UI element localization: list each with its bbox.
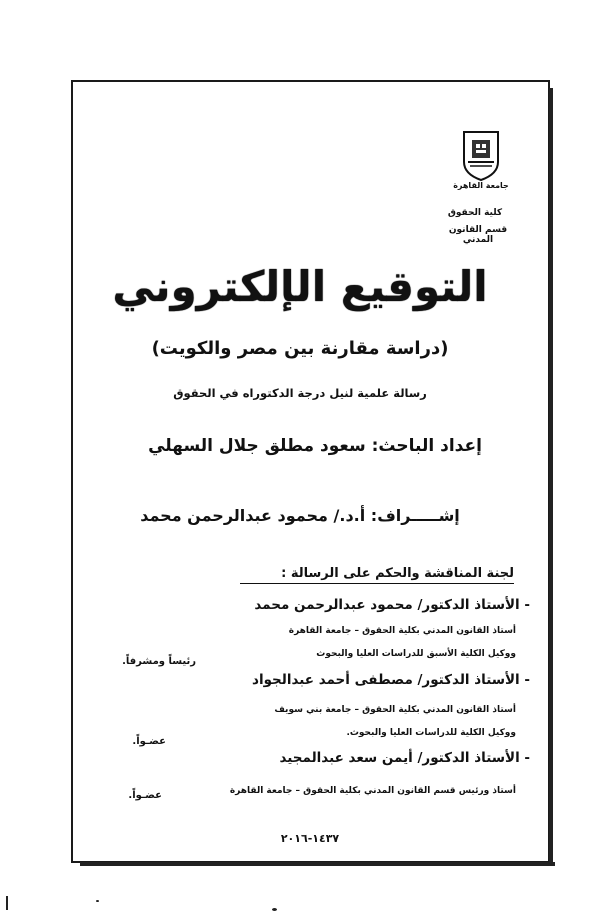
degree-statement: رسالة علمية لنيل درجة الدكتوراه في الحقوق (173, 386, 427, 400)
committee-member-3-name: - الأستاذ الدكتور/ أيمن سعد عبدالمجيد (279, 750, 530, 766)
committee-member-1-name: - الأستاذ الدكتور/ محمود عبدالرحمن محمد (254, 597, 530, 613)
page-border-shadow (80, 862, 555, 866)
year-line: ١٤٣٧-٢٠١٦ (280, 832, 340, 845)
scan-speck (6, 896, 8, 910)
committee-member-2-name: - الأستاذ الدكتور/ مصطفى أحمد عبدالجواد (252, 672, 530, 688)
committee-member-2-role: عضـواً. (132, 736, 166, 747)
thesis-subtitle: (دراسة مقارنة بين مصر والكويت) (151, 338, 449, 359)
committee-member-2-title-2: ووكيل الكلية للدراسات العليا والبحوث. (346, 728, 516, 738)
department-name: قسم القانون المدني (448, 225, 508, 245)
committee-heading-text: لجنة المناقشة والحكم على الرسالة : (281, 566, 514, 581)
committee-member-3-title: أستاذ ورئيس قسم القانون المدني بكلية الحقوق – جامعة القاهرة (229, 786, 516, 796)
committee-member-1-title: أستاذ القانون المدني بكلية الحقوق – جامعة القاهرة (288, 626, 516, 636)
cairo-university-seal-icon (453, 128, 509, 190)
committee-heading (240, 566, 514, 581)
committee-member-2-title: أستاذ القانون المدني بكلية الحقوق – جامعة بني سويف (274, 705, 516, 715)
supervision-line: إشـــــراف: أ.د./ محمود عبدالرحمن محمد (140, 506, 460, 525)
scan-speck (272, 908, 277, 911)
committee-member-1-role: رئيساً ومشرفاً. (122, 656, 196, 667)
committee-heading-underline (240, 583, 514, 584)
scan-speck (96, 900, 99, 902)
researcher-line: إعداد الباحث: سعود مطلق جلال السهلي (148, 436, 482, 456)
seal-lettering: جامعة القاهرة (453, 181, 509, 190)
thesis-title: التوقيع الإلكتروني (112, 262, 488, 311)
committee-member-3-role: عضـواً. (128, 790, 162, 801)
committee-member-1-title-2: ووكيل الكلية الأسبق للدراسات العليا والبحوث (316, 649, 516, 659)
faculty-name: كلية الحقوق (447, 208, 503, 218)
page-border-shadow-side (549, 88, 553, 866)
